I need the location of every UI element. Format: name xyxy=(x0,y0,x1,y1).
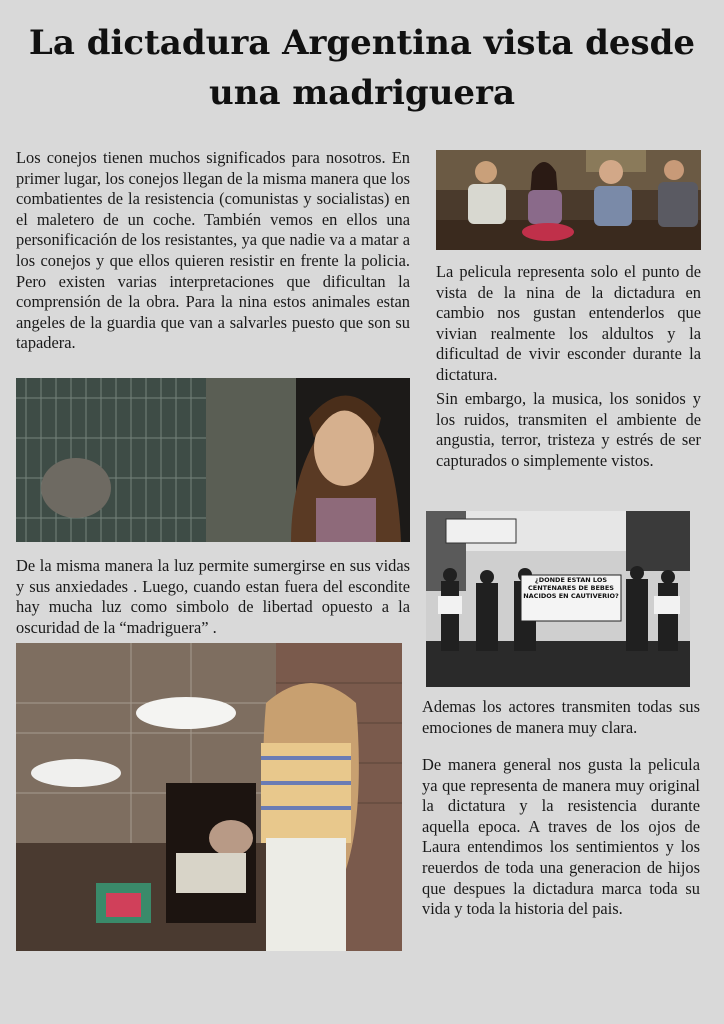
photo-girl-hideout xyxy=(16,643,402,951)
paragraph-rabbits-meaning: Los conejos tienen muchos significados para nosotros. En primer lugar, los conejos llegan de la misma manera que los combatientes de la resistencia (comunistas y socialistas) en el maletero de un coche. También vemos en ellos una personificación de los resistantes, ya que nadie va a matar a los conejos y que ellos quieren resistir en frente la policia. Pero existen varias interpretaciones que dificultan la comprensión de la obra. Para la nina estos animales estan angeles de la guardia que van a salvarles puesto que son su tapadera. xyxy=(16,148,410,353)
paragraph-sound-atmosphere: Sin embargo, la musica, los sonidos y los ruidos, transmiten el ambiente de angustia, terror, tristeza y estrés de ser capturados o simplemente vistos. xyxy=(436,389,701,470)
page-title: La dictadura Argentina vista desde una madriguera xyxy=(28,23,696,113)
photo-girl-cages xyxy=(16,378,410,542)
photo-family-table xyxy=(436,150,701,250)
photo-protest-march xyxy=(426,511,690,687)
protest-sign-text: ¿DONDE ESTAN LOS CENTENARES DE BEBES NACIDOS EN CAUTIVERIO? xyxy=(523,576,619,600)
paragraph-point-of-view: La pelicula representa solo el punto de vista de la nina de la dictadura en cambio nos gustan entenderlos que vivian realmente los aldultos y la dificultad de vivir esconder durante la dictatura. xyxy=(436,262,701,384)
paragraph-actors-emotions: Ademas los actores transmiten todas sus emociones de manera muy clara. xyxy=(422,697,700,737)
paragraph-conclusion: De manera general nos gusta la pelicula ya que representa de manera muy original la dictatura y la resistencia durante aquella epoca. A traves de los ojos de Laura entendimos los sentimientos y los reuerdos de toda una generacion de hijos que despues la dictadura marca toda su vida y toda la historia del pais. xyxy=(422,755,700,919)
paragraph-light-symbolism: De la misma manera la luz permite sumergirse en sus vidas y sus anxiedades . Luego, cuando estan fuera del escondite hay mucha luz como simbolo de libertad opuesto a la oscuridad de la “madriguera” . xyxy=(16,556,410,637)
